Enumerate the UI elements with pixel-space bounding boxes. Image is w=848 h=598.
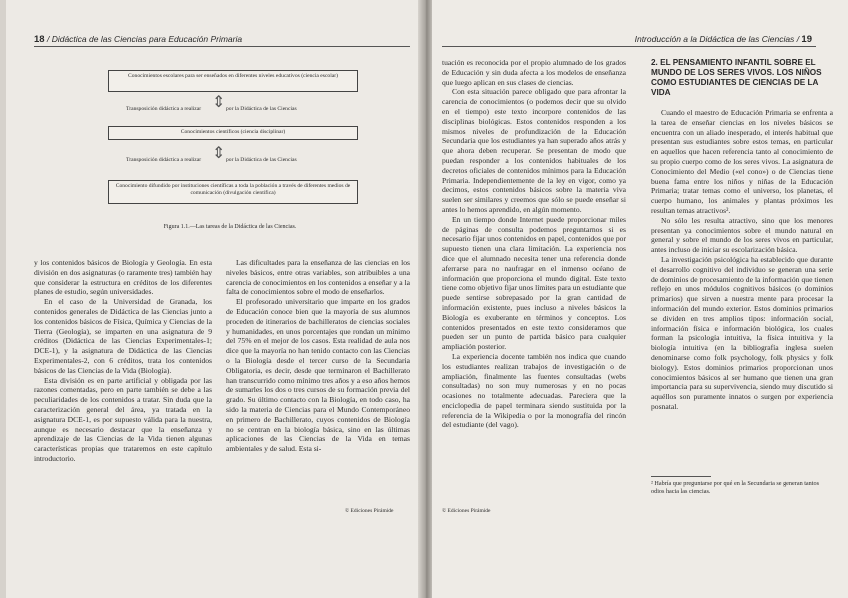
figure-caption: Figura 1.1.—Las tareas de la Didáctica de las Ciencias. bbox=[163, 224, 297, 230]
left-header-title: Didáctica de las Ciencias para Educación Primaria bbox=[51, 34, 243, 44]
paragraph: y los contenidos básicos de Biología y Geología. En esta división en dos asignaturas (o raramente tres) también hay que considerar la estructura en créditos de los diferentes planes de estudio, según universidades. bbox=[34, 258, 212, 297]
paragraph: Esta división es en parte artificial y obligada por las razones comentadas, pero en parte también se debe a las peculiaridades de los contenidos a tratar. Sin duda que la caracterización general del área, ya tratada en la asignatura DCE-1, es por supuesto válida para la nuestra, aunque es necesario destacar que la enseñanza y aprendizaje de las Ciencias de la Vida tienen algunas características propias que trataremos en este capítulo introductorio. bbox=[34, 375, 212, 463]
paragraph: tuación es reconocida por el propio alumnado de los grados de Educación y sin duda afecta a los modelos de enseñanza que luego aplican en sus clases de ciencias. bbox=[442, 58, 626, 87]
section-heading: 2. EL PENSAMIENTO INFANTIL SOBRE EL MUNDO DE LOS SERES VIVOS. LOS NIÑOS COMO ESTUDIANTES DE CIENCIAS DE LA VIDA bbox=[651, 58, 822, 97]
page-edge bbox=[0, 0, 6, 598]
paragraph: Con esta situación parece obligado que para afrontar la carencia de conocimientos (o podemos decir que su olvido en el tiempo) este texto incorpore contenidos de las disciplinas biológicas. Estos contenidos responden a los mismos niveles de profundización de la Educación Secundaria que los estudiantes ya han superado años atrás y que ahora deben recuperar. Se presentan de modo que puedan responder a los contenidos habituales de los decretos oficiales de contenidos mínimos para la Educación Primaria. Independientemente de la ley en vigor, como ya decimos, estos contenidos básicos sobre la materia viva suelen ser similares y creemos que sólo se puede enseñar si antes lo hemos aprendido, en algún momento. bbox=[442, 87, 626, 214]
paragraph: Cuando el maestro de Educación Primaria se enfrenta a la tarea de enseñar ciencias en los niveles básicos se encuentra con un aliado inesperado, el interés habitual que presentan sus estudiantes sobre estos temas, en particular en aquellos que hacen referencia tanto al conocimiento de su propio cuerpo como de los seres vivos. La asignatura de Conocimiento del Medio («el cono») o de Ciencias tiene buena fama entre los niños y niñas de la Educación Primaria; tratar temas como el universo, los planetas, el cuerpo humano, los animales y plantas próximos les resultan temas atractivos². bbox=[651, 108, 833, 215]
paragraph: La investigación psicológica ha establecido que durante el desarrollo cognitivo del individuo se generan una serie de dominios de procesamiento de la información que tienen reflejo en unos módulos cognitivos básicos (o dominios primarios) que sirven a nuestra mente para procesar la información del mundo exterior. Estos dominios primarios se dividen en tres amplios tipos: información social, información física e información biológica, los cuales forman la psicología intuitiva, la física intuitiva y la biología intuitiva (en la bibliografía inglesa suelen denominarse como folk psychology, folk physics y folk biology). Estos dominios primarios proporcionan unos conocimientos básicos al ser humano que tienen una gran importancia para su supervivencia, siendo muy discutido si aquéllos son puramente innatos o surgen por experiencia posnatal. bbox=[651, 254, 833, 411]
right-column-2 bbox=[651, 108, 833, 412]
paragraph: El profesorado universitario que imparte en los grados de Educación conoce bien que la mayoría de sus alumnos proceden de itinerarios de bachilleratos de ciencias sociales y humanidades, en unos porcentajes que rondan un mínimo del 75% en el mejor de los casos. Esta realidad de aula nos dice que la mayoría no han tenido contacto con las Ciencias o la Biología desde el tercer curso de la Secundaria Obligatoria, es decir, desde que terminaron el Bachillerato han transcurrido como mínimo tres años y a eso años hemos de sumarles los dos o tres cursos de su formación previa del grado. Su último contacto con la Biología, en todo caso, ha sido la materia de Ciencias para el Mundo Contemporáneo en primero de Bachillerato, cuyos contenidos de Biología no se centran en la biología básica, sino en las últimas aplicaciones de las Ciencias de la Vida en temas ambientales y de salud. Esta si- bbox=[226, 297, 410, 454]
double-arrow-icon: ⇕ bbox=[212, 94, 226, 111]
transposition-by-label: por la Didáctica de las Ciencias bbox=[226, 106, 297, 112]
figure-box-dissemination: Conocimiento difundido por instituciones científicas a toda la población a través de diferentes medios de comunicación (divulgación científica) bbox=[108, 180, 358, 204]
left-column-2 bbox=[226, 258, 410, 454]
paragraph: Las dificultades para la enseñanza de las ciencias en los niveles básicos, entre otras variables, son atribuibles a una carencia de conocimientos en los contenidos a enseñar y a la falta de conocimientos sobre el modo de enseñarlos. bbox=[226, 258, 410, 297]
left-running-header: 18 / Didáctica de las Ciencias para Educación Primaria bbox=[34, 34, 243, 45]
left-column-1 bbox=[34, 258, 212, 464]
transposition-by-label: por la Didáctica de las Ciencias bbox=[226, 157, 297, 163]
paragraph: En un tiempo donde Internet puede proporcionar miles de páginas de consulta podemos preguntarnos si es necesario fijar unos contenidos en papel, contenidos que por supuesto tienen una clara limitación. La experiencia nos dice que el alumnado necesita tener una referencia donde aferrarse para no naufragar en el inmenso océano de información que proporciona el mundo digital. Este texto tiene como objetivo fijar unos límites para un estudiante que puede sentirse sobrepasado por la gran cantidad de información existente, pues incluso a niveles básicos la Biología es exuberante en términos y conceptos. Los contenidos presentados en este texto consideramos que pueden ser un punto de partida básico para cualquier ampliación posterior. bbox=[442, 214, 626, 352]
paragraph: No sólo les resulta atractivo, sino que los menores presentan ya conocimientos sobre el mundo natural en general y sobre el mundo de los seres vivos en particular, antes incluso de iniciar su escolarización básica. bbox=[651, 215, 833, 255]
left-page-number: 18 bbox=[34, 34, 45, 45]
right-column-1 bbox=[442, 58, 626, 430]
paragraph: La experiencia docente también nos indica que cuando los estudiantes realizan trabajos de investigación o de ampliación, finalmente las fuentes consultadas (webs consultadas) no son muy numerosas y en no pocas ocasiones no totalmente adecuadas. Pareciera que la enciclopedia de papel terminara siendo sustituida por la referencia de la Wikipedia o por la monografía del rincón del estudiante (del vago). bbox=[442, 351, 626, 430]
left-page bbox=[0, 0, 420, 598]
figure-box-scientific-knowledge: Conocimientos científicos (ciencia disciplinar) bbox=[108, 126, 358, 140]
footnote-rule bbox=[651, 476, 711, 477]
right-page-number: 19 bbox=[801, 34, 812, 45]
paragraph: En el caso de la Universidad de Granada, los contenidos generales de Didáctica de las Ciencias junto a los contenidos básicos de Física, Química y Ciencias de la Tierra (Geología), se imparten en una asignatura de 9 créditos (Didáctica de las Ciencias Experimentales-1; DCE-1), y la asignatura de Didáctica de las Ciencias Experimentales-2, con 6 créditos, trata los contenidos básicos de las Ciencias de la Vida (Biología). bbox=[34, 297, 212, 375]
footnote: ² Habría que preguntarse por qué en la Secundaria se generan tantos odios hacia las ciencias. bbox=[651, 480, 819, 495]
right-footer: © Ediciones Pirámide bbox=[442, 508, 491, 514]
left-footer: © Ediciones Pirámide bbox=[345, 508, 394, 514]
right-running-header: Introducción a la Didáctica de las Ciencias / 19 bbox=[634, 34, 812, 45]
transposition-label: Transposición didáctica a realizar bbox=[126, 157, 202, 163]
transposition-label: Transposición didáctica a realizar bbox=[126, 106, 202, 112]
header-rule bbox=[442, 46, 816, 47]
figure-box-school-knowledge: Conocimientos escolares para ser enseñados en diferentes niveles educativos (ciencia escolar) bbox=[108, 70, 358, 92]
double-arrow-icon: ⇕ bbox=[212, 145, 226, 162]
right-header-title: Introducción a la Didáctica de las Ciencias bbox=[634, 34, 795, 44]
header-rule bbox=[34, 46, 410, 47]
